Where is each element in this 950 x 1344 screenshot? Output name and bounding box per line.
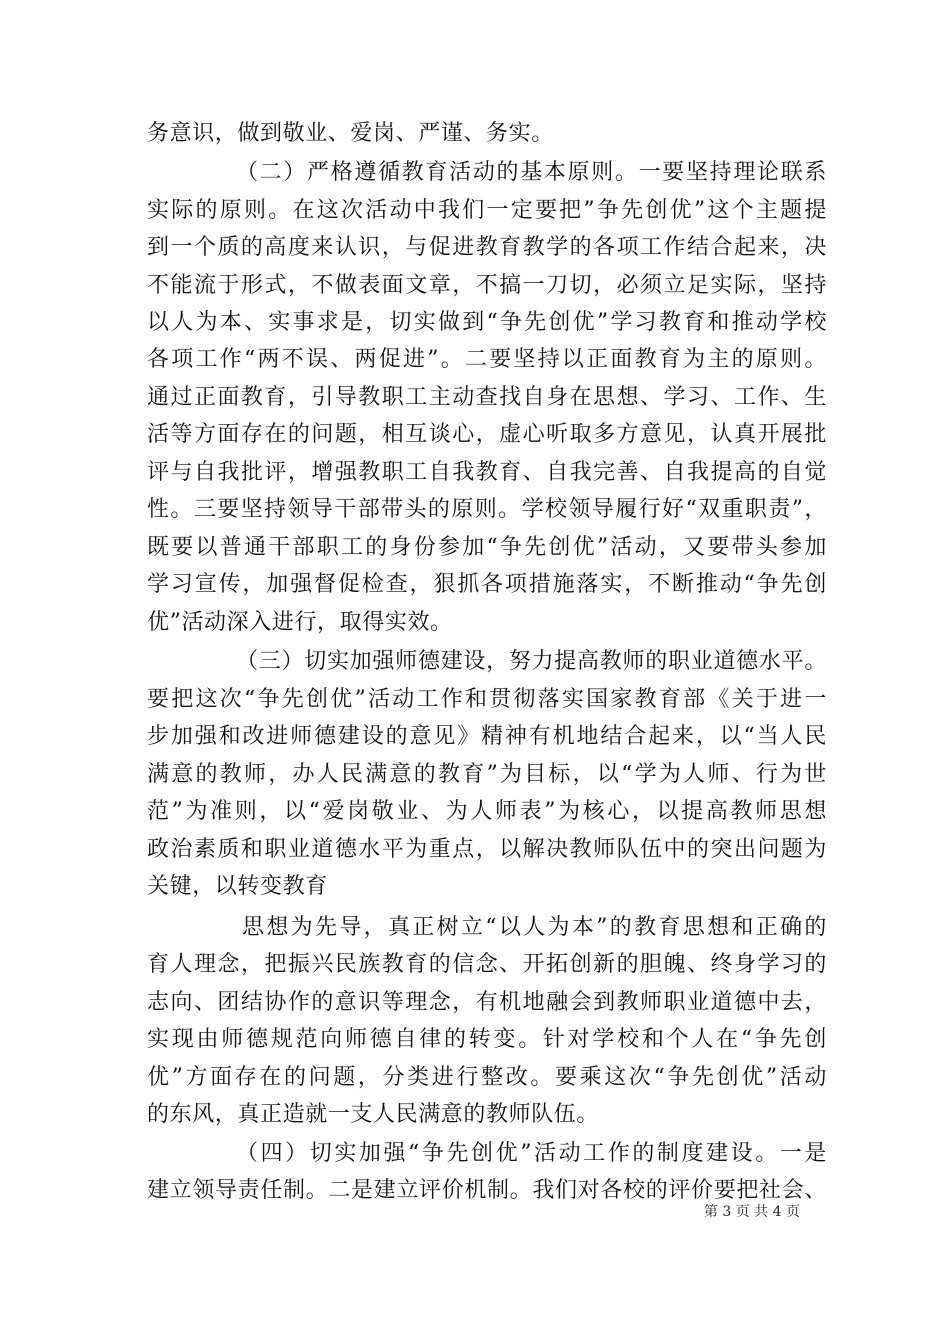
- text-line: 学习宣传，加强督促检查，狠抓各项措施落实，不断推动“争先创: [147, 572, 827, 597]
- text-line: 建立领导责任制。二是建立评价机制。我们对各校的评价要把社会、: [147, 1178, 827, 1203]
- text-line: 优”活动深入进行，取得实效。: [147, 610, 453, 635]
- text-line: 通过正面教育，引导教职工主动查找自身在思想、学习、工作、生: [147, 385, 827, 410]
- paragraph-heading-line: （三）切实加强师德建设，努力提高教师的职业道德水平。: [236, 649, 827, 674]
- text-line: 到一个质的高度来认识，与促进教育教学的各项工作结合起来，决: [147, 235, 827, 260]
- text-line: 育人理念，把振兴民族教育的信念、开拓创新的胆魄、终身学习的: [147, 952, 827, 977]
- paragraph-heading-line: （二）严格遵循教育活动的基本原则。一要坚持理论联系: [236, 160, 827, 185]
- paragraph-heading-line: （四）切实加强“争先创优”活动工作的制度建设。一是: [236, 1141, 827, 1166]
- text-line: 思想为先导，真正树立“以人为本”的教育思想和正确的: [242, 915, 827, 940]
- text-line: 优”方面存在的问题，分类进行整改。要乘这次“争先创优”活动: [147, 1065, 827, 1090]
- text-line: 实际的原则。在这次活动中我们一定要把”争先创优”这个主题提: [147, 198, 827, 223]
- text-line: 各项工作“两不误、两促进”。二要坚持以正面教育为主的原则。: [147, 347, 827, 372]
- text-line: 实现由师德规范向师德自律的转变。针对学校和个人在“争先创: [147, 1027, 827, 1052]
- text-line: 要把这次“争先创优”活动工作和贯彻落实国家教育部《关于进一: [147, 687, 827, 712]
- text-line: 政治素质和职业道德水平为重点，以解决教师队伍中的突出问题为: [147, 837, 827, 862]
- text-line: 以人为本、实事求是，切实做到“争先创优”学习教育和推动学校: [147, 310, 827, 335]
- text-line: 既要以普通干部职工的身份参加“争先创优”活动，又要带头参加: [147, 535, 827, 560]
- text-line: 性。三要坚持领导干部带头的原则。学校领导履行好“双重职责”，: [147, 497, 827, 522]
- text-line: 务意识，做到敬业、爱岗、严谨、务实。: [147, 121, 554, 146]
- text-line: 不能流于形式，不做表面文章，不搞一刀切，必须立足实际，坚持: [147, 273, 827, 298]
- text-line: 范”为准则，以“爱岗敬业、为人师表”为核心，以提高教师思想: [147, 799, 827, 824]
- text-line: 满意的教师，办人民满意的教育”为目标，以“学为人师、行为世: [147, 762, 827, 787]
- text-line: 关键，以转变教育: [147, 874, 328, 899]
- text-line: 志向、团结协作的意识等理念，有机地融会到教师职业道德中去，: [147, 990, 827, 1015]
- text-line: 步加强和改进师德建设的意见》精神有机地结合起来，以“当人民: [147, 724, 827, 749]
- text-line: 评与自我批评，增强教职工自我教育、自我完善、自我提高的自觉: [147, 460, 827, 485]
- text-line: 活等方面存在的问题，相互谈心，虚心听取多方意见，认真开展批: [147, 422, 827, 447]
- page-number-footer: 第 3 页 共 4 页: [703, 1204, 800, 1220]
- text-line: 的东风，真正造就一支人民满意的教师队伍。: [147, 1102, 600, 1127]
